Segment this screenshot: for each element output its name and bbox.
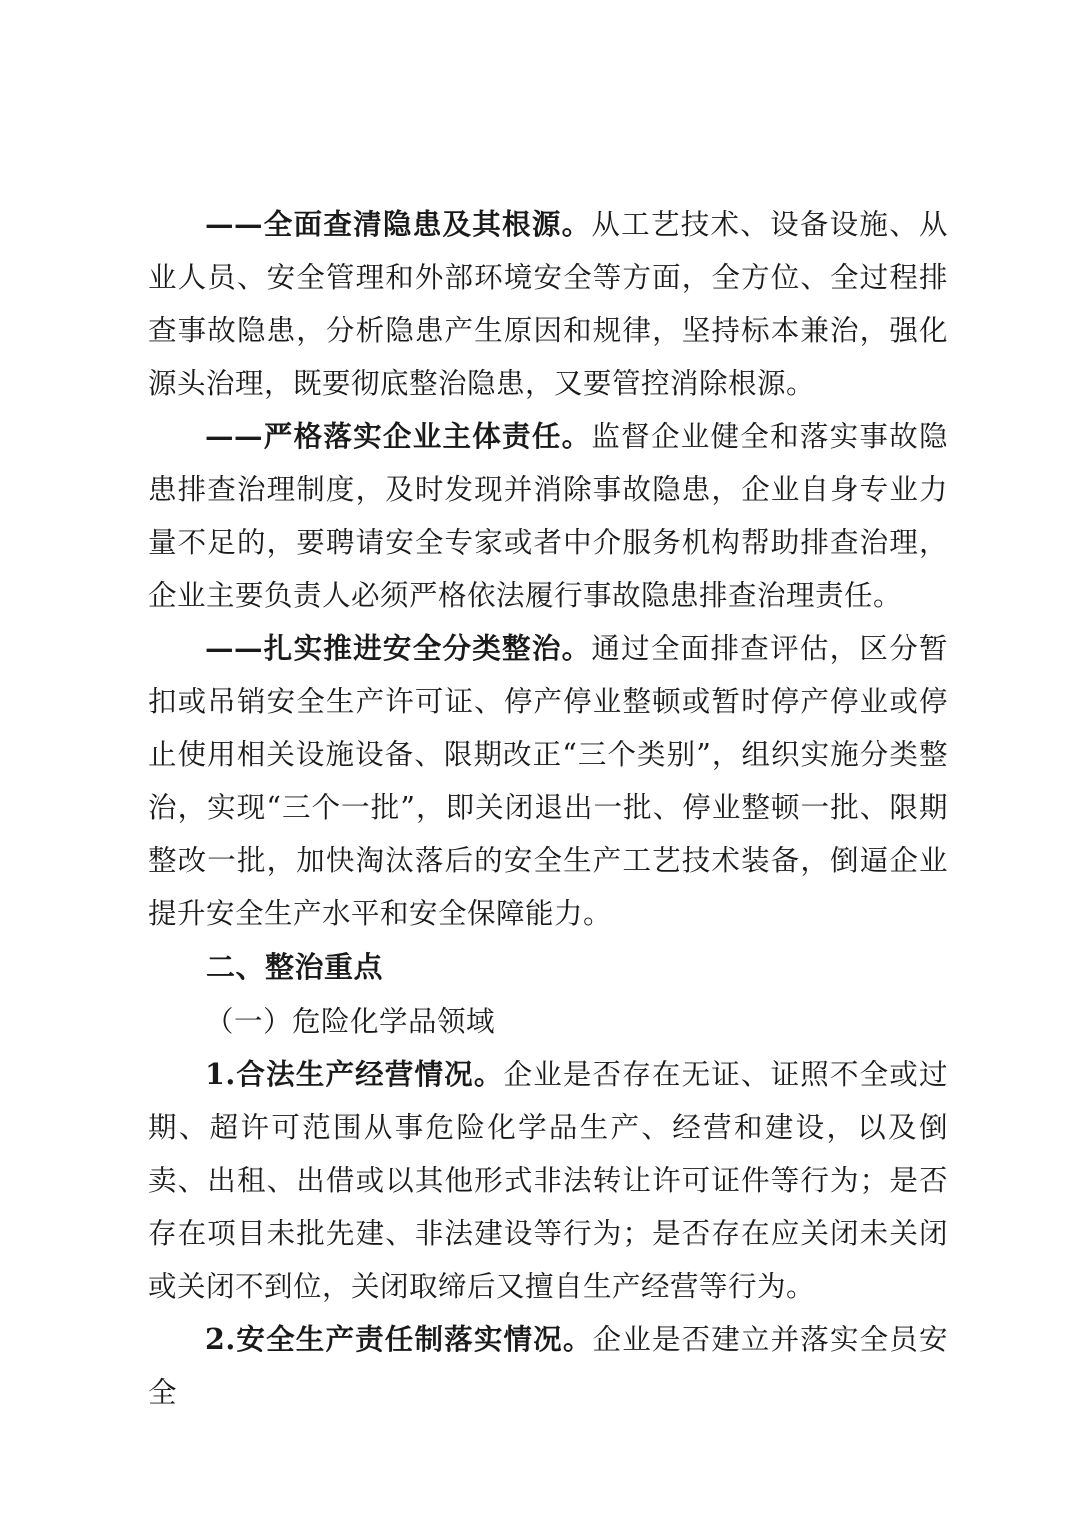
paragraph-enterprise-responsibility — [148, 410, 948, 622]
item-lead: 1.合法生产经营情况。 — [205, 1057, 504, 1091]
paragraph-hidden-danger-sources — [148, 198, 948, 410]
item-legal-operation — [148, 1048, 948, 1313]
paragraph-classified-rectification — [148, 622, 948, 940]
paragraph-text: 监督企业健全和落实事故隐患排查治理制度，及时发现并消除事故隐患，企业自身专业力量不足的，要聘请安全专家或者中介服务机构帮助排查治理，企业主要负责人必须严格依法履行事故隐患排查治理责任。 — [148, 420, 948, 612]
item-text: 企业是否存在无证、证照不全或过期、超许可范围从事危险化学品生产、经营和建设，以及倒卖、出租、出借或以其他形式非法转让许可证件等行为；是否存在项目未批先建、非法建设等行为；是否存在应关闭未关闭或关闭不到位，关闭取缔后又擅自生产经营等行为。 — [148, 1058, 948, 1303]
paragraph-text: 从工艺技术、设备设施、从业人员、安全管理和外部环境安全等方面，全方位、全过程排查事故隐患，分析隐患产生原因和规律，坚持标本兼治，强化源头治理，既要彻底整治隐患，又要管控消除根源。 — [148, 208, 948, 400]
subsection-heading: （一）危险化学品领域 — [205, 1005, 496, 1038]
paragraph-text: 通过全面排查评估，区分暂扣或吊销安全生产许可证、停产停业整顿或暂时停产停业或停止使用相关设施设备、限期改正“三个类别”，组织实施分类整治，实现“三个一批”，即关闭退出一批、停业整顿一批、限期整改一批，加快淘汰落后的安全生产工艺技术装备，倒逼企业提升安全生产水平和安全保障能力。 — [148, 632, 948, 930]
item-text: 企业是否建立并落实全员安全 — [148, 1323, 948, 1409]
paragraph-lead: ——扎实推进安全分类整治。 — [205, 631, 592, 665]
paragraph-lead: ——严格落实企业主体责任。 — [205, 419, 592, 453]
section-heading: 二、整治重点 — [206, 950, 384, 984]
item-lead: 2.安全生产责任制落实情况。 — [205, 1322, 593, 1356]
paragraph-lead: ——全面查清隐患及其根源。 — [205, 207, 592, 241]
item-responsibility-system — [148, 1313, 948, 1419]
document-body — [148, 198, 948, 1419]
